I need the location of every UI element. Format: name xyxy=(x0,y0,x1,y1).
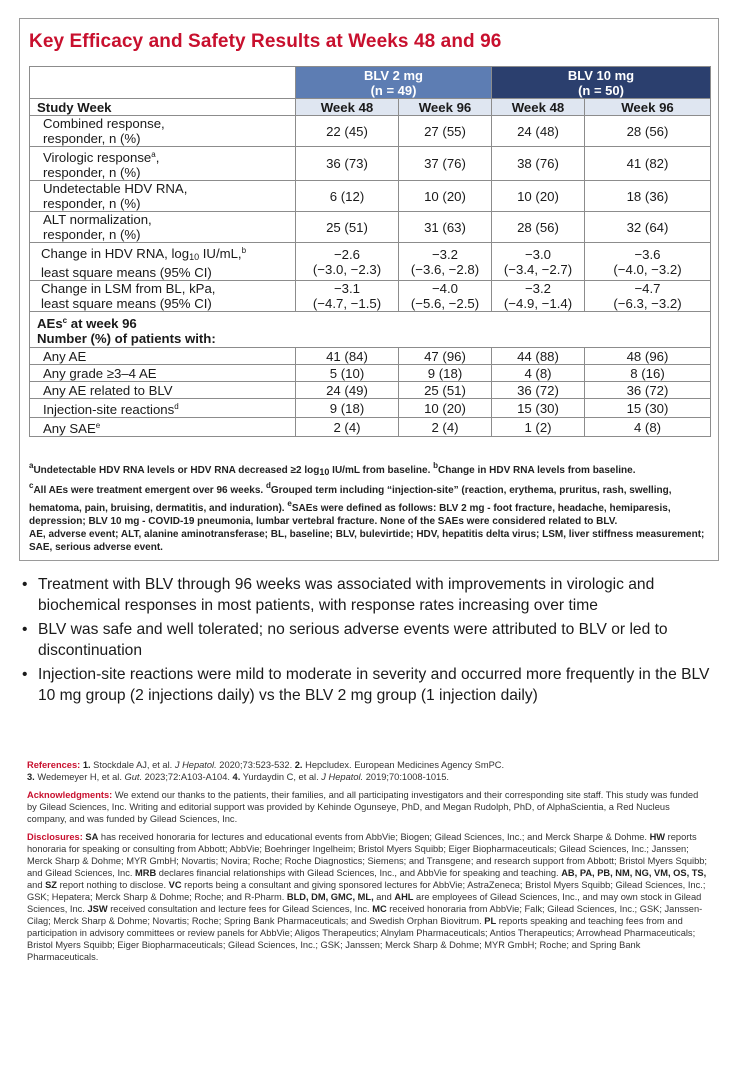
week-header: Week 48 xyxy=(296,99,399,116)
ls-mean: −4.0 xyxy=(431,281,459,296)
row-label-line: Virologic response xyxy=(43,150,152,165)
row-label: Any AE related to BLV xyxy=(30,382,296,399)
row-label xyxy=(30,418,296,437)
footnote-text: Change in HDV RNA levels from baseline. xyxy=(438,465,636,476)
row-label xyxy=(30,147,296,181)
table-row xyxy=(30,212,711,243)
table-cell: 41 (82) xyxy=(585,147,711,181)
ls-mean: −3.1 xyxy=(333,281,361,296)
row-label-punct: , xyxy=(155,150,160,165)
row-label-line: IU/mL, xyxy=(199,246,242,261)
table-row xyxy=(30,181,711,212)
blv-2mg-header xyxy=(296,67,492,99)
acknowledgments-text: We extend our thanks to the patients, their families, and all participating investigators and their corresponding site staff. This study was funded by Gilead Sciences, Inc. Writing and editorial support was provided by Kehinde Ogunseye, PhD, and Megan Rudolph, PhD, of AlphaScientia, a Red Nucleus company, and was funded by Gilead Sciences, Inc. xyxy=(27,790,699,824)
table-cell xyxy=(585,243,711,281)
acknowledgments xyxy=(27,789,707,825)
blv-10mg-n: (n = 50) xyxy=(578,82,624,98)
disclosure-text: reports being a consultant and giving sponsored lectures for AbbVie; AstraZeneca; Bristol Myers Squibb; Gilead Sciences, Inc.; GSK; Hepatera; Merck Sharp & Dohme; Roche; and R-Pharm. xyxy=(27,880,706,902)
ci-range: (−5.6, −2.5) xyxy=(410,296,480,311)
table-cell: 41 (84) xyxy=(296,348,399,365)
table-cell: 18 (36) xyxy=(585,181,711,212)
week-header: Week 48 xyxy=(492,99,585,116)
list-item xyxy=(19,574,719,616)
table-cell: 10 (20) xyxy=(492,181,585,212)
table-row xyxy=(30,418,711,437)
key-takeaways-list xyxy=(19,574,719,709)
table-cell: 47 (96) xyxy=(399,348,492,365)
table-cell: 10 (20) xyxy=(399,181,492,212)
disclosure-initials: JSW xyxy=(87,904,108,914)
row-label-line: ALT normalization, xyxy=(43,212,152,227)
table-cell: 28 (56) xyxy=(492,212,585,243)
table-cell: 22 (45) xyxy=(296,116,399,147)
ae-header-subtext: Number (%) of patients with: xyxy=(37,331,216,346)
disclosure-text: declares financial relationships with Gilead Sciences, Inc., and AbbVie for speaking and teaching. xyxy=(156,868,562,878)
table-cell: 36 (72) xyxy=(585,382,711,399)
table-cell: 9 (18) xyxy=(296,399,399,418)
table-cell: 24 (49) xyxy=(296,382,399,399)
week-header: Week 96 xyxy=(399,99,492,116)
footnote-marker: d xyxy=(265,481,271,490)
disclosures xyxy=(27,831,707,963)
ci-range: (−3.4, −2.7) xyxy=(503,261,573,277)
footnote-marker: c xyxy=(29,481,34,490)
table-row xyxy=(30,399,711,418)
ls-mean: −3.0 xyxy=(524,246,552,262)
disclosures-label: Disclosures: xyxy=(27,832,83,842)
ci-range: (−3.0, −2.3) xyxy=(312,261,382,277)
footnote-marker: b xyxy=(433,461,439,470)
disclosure-initials: HW xyxy=(649,832,666,842)
table-cell: 2 (4) xyxy=(399,418,492,437)
table-cell: 2 (4) xyxy=(296,418,399,437)
blv-2mg-n: (n = 49) xyxy=(370,82,417,98)
bullet-text: BLV was safe and well tolerated; no serious adverse events were attributed to BLV or led to discontinuation xyxy=(38,621,668,659)
footnote-marker: d xyxy=(174,402,179,411)
footnote-marker: b xyxy=(241,246,247,255)
ref-text: Hepcludex. European Medicines Agency SmPC. xyxy=(302,760,505,770)
ref-text: 2019;70:1008-1015. xyxy=(363,772,449,782)
table-cell: 24 (48) xyxy=(492,116,585,147)
table-cell: 9 (18) xyxy=(399,365,492,382)
results-panel xyxy=(19,18,719,561)
footnote-marker: c xyxy=(62,316,68,325)
blv-10mg-header xyxy=(492,67,711,99)
bullet-icon: • xyxy=(22,621,28,638)
ref-text: Wedemeyer H, et al. xyxy=(34,772,125,782)
ae-section-header-row xyxy=(30,312,711,348)
footnote-marker: a xyxy=(151,150,156,159)
row-label xyxy=(30,243,296,281)
table-cell: 48 (96) xyxy=(585,348,711,365)
table-cell: 6 (12) xyxy=(296,181,399,212)
table-row xyxy=(30,243,711,281)
table-footnotes xyxy=(29,459,714,554)
table-cell: 27 (55) xyxy=(399,116,492,147)
subscript: 10 xyxy=(319,467,330,477)
disclosure-text: are employees of Gilead Sciences, Inc., and may own stock in Gilead Sciences, Inc. xyxy=(27,892,702,914)
disclosure-initials: MC xyxy=(372,904,387,914)
bullet-text: Injection-site reactions were mild to moderate in severity and occurred more frequently in the BLV 10 mg group (2 injections daily) vs the BLV 2 mg group (1 injection daily) xyxy=(38,666,710,704)
bullet-icon: • xyxy=(22,576,28,593)
week-header-row xyxy=(30,99,711,116)
ls-mean: −3.6 xyxy=(634,246,661,262)
disclosure-text: has received honoraria for lectures and educational events from AbbVie; Biogen; Gilead Sciences, Inc.; and Merck Sharpe & Dohme. xyxy=(98,832,650,842)
table-row xyxy=(30,147,711,181)
week-header: Week 96 xyxy=(585,99,711,116)
disclosure-initials: BLD, DM, GMC, ML, xyxy=(286,892,374,902)
table-cell: 28 (56) xyxy=(585,116,711,147)
disclosure-initials: AHL xyxy=(394,892,414,902)
ls-mean: −3.2 xyxy=(431,246,459,262)
disclosure-initials: VC xyxy=(168,880,182,890)
row-label-line: responder, n (%) xyxy=(43,131,141,146)
study-week-label: Study Week xyxy=(30,99,296,116)
ls-mean: −2.6 xyxy=(333,246,361,262)
footnote-marker: e xyxy=(287,499,292,508)
references xyxy=(27,759,707,783)
footnote-text: All AEs were treatment emergent over 96 weeks. xyxy=(33,485,266,496)
ci-range: (−4.9, −1.4) xyxy=(503,296,573,311)
row-label xyxy=(30,399,296,418)
ref-journal: Gut. xyxy=(124,772,143,782)
blank-header-cell xyxy=(30,67,296,99)
ae-section-header xyxy=(30,312,711,348)
bullet-icon: • xyxy=(22,666,28,683)
table-cell: 31 (63) xyxy=(399,212,492,243)
table-cell: 10 (20) xyxy=(399,399,492,418)
disclosure-initials: PL xyxy=(484,916,497,926)
disclosure-text: and xyxy=(27,880,46,890)
references-section xyxy=(27,759,707,969)
disclosure-text: and xyxy=(373,892,395,902)
row-label xyxy=(30,212,296,243)
row-label-text: Injection-site reactions xyxy=(43,402,175,417)
disclosure-initials: SA xyxy=(85,832,99,842)
ref-number: 2. xyxy=(294,760,303,770)
list-item xyxy=(19,619,719,661)
panel-title: Key Efficacy and Safety Results at Weeks 48 and 96 xyxy=(29,31,502,52)
disclosure-text: received consultation and lecture fees for Gilead Sciences, Inc. xyxy=(107,904,373,914)
ref-text: Yurdaydin C, et al. xyxy=(240,772,322,782)
ref-text: 2020;73:523-532. xyxy=(216,760,295,770)
table-cell: 37 (76) xyxy=(399,147,492,181)
table-row xyxy=(30,281,711,312)
row-label xyxy=(30,181,296,212)
ref-number: 1. xyxy=(82,760,91,770)
row-label-line: least square means (95% CI) xyxy=(41,265,212,280)
footnote-text: Grouped term including “injection-site” (reaction, erythema, pruritus, rash, swelling, hematoma, pain, bruising, dermatitis, and induration). xyxy=(29,485,672,514)
disclosure-initials: SZ xyxy=(45,880,57,890)
row-label-line: responder, n (%) xyxy=(43,165,141,180)
table-row xyxy=(30,365,711,382)
row-label-line: responder, n (%) xyxy=(43,196,141,211)
footnote-text: Undetectable HDV RNA levels or HDV RNA decreased ≥2 log xyxy=(33,465,320,476)
row-label-line: Change in LSM from BL, kPa, xyxy=(41,281,216,296)
table-cell xyxy=(399,243,492,281)
ae-header-text: AEs xyxy=(37,316,63,331)
row-label xyxy=(30,281,296,312)
table-cell xyxy=(296,281,399,312)
footnote-marker: e xyxy=(95,421,101,430)
row-label: Any grade ≥3–4 AE xyxy=(30,365,296,382)
row-label xyxy=(30,116,296,147)
blv-10mg-label: BLV 10 mg xyxy=(567,67,635,83)
table-cell: 1 (2) xyxy=(492,418,585,437)
disclosure-text: reports speaking and teaching fees from and participation in advisory committees or review panels for AbbVie; Aligos Therapeutics; Alnylam Pharmaceuticals; Antios Therapeutics; Arrowhead Pharmaceuticals; Bristol Myers Squibb; Eiger Biopharmaceuticals; Gilead Sciences, Inc.; GSK; Janssen; Merck Sharp & Dohme; MYR GmbH; Roche; and Spring Bank Pharmaceuticals. xyxy=(27,916,696,962)
subscript: 10 xyxy=(189,252,200,262)
ref-journal: J Hepatol. xyxy=(174,760,217,770)
row-label-line: least square means (95% CI) xyxy=(41,296,212,311)
table-cell: 15 (30) xyxy=(585,399,711,418)
table-cell xyxy=(492,281,585,312)
references-label: References: xyxy=(27,760,81,770)
table-cell: 8 (16) xyxy=(585,365,711,382)
ls-mean: −4.7 xyxy=(634,281,661,296)
disclosure-initials: AB, PA, PB, NM, NG, VM, OS, TS, xyxy=(561,868,707,878)
ci-range: (−4.7, −1.5) xyxy=(312,296,382,311)
table-cell xyxy=(296,243,399,281)
table-cell: 4 (8) xyxy=(585,418,711,437)
ref-number: 4. xyxy=(232,772,241,782)
table-row xyxy=(30,116,711,147)
acknowledgments-label: Acknowledgments: xyxy=(27,790,113,800)
disclosure-text: report nothing to disclose. xyxy=(57,880,169,890)
table-cell: 15 (30) xyxy=(492,399,585,418)
ref-journal: J Hepatol. xyxy=(321,772,364,782)
table-cell xyxy=(399,281,492,312)
row-label-line: responder, n (%) xyxy=(43,227,141,242)
footnote-marker: a xyxy=(29,461,34,470)
row-label-line: Undetectable HDV RNA, xyxy=(43,181,188,196)
table-row xyxy=(30,348,711,365)
ae-header-text: at week 96 xyxy=(67,316,137,331)
row-label-text: Any SAE xyxy=(43,421,96,436)
group-header-row xyxy=(30,67,711,99)
table-cell: 4 (8) xyxy=(492,365,585,382)
blv-2mg-label: BLV 2 mg xyxy=(364,67,423,83)
results-table xyxy=(29,66,711,437)
ci-range: (−3.6, −2.8) xyxy=(410,261,480,277)
disclosure-initials: MRB xyxy=(135,868,157,878)
row-label: Any AE xyxy=(30,348,296,365)
row-label-line: Combined response, xyxy=(43,116,165,131)
abbreviations: AE, adverse event; ALT, alanine aminotransferase; BL, baseline; BLV, bulevirtide; HDV, hepatitis delta virus; LSM, liver stiffness measurement; SAE, serious adverse event. xyxy=(29,529,705,553)
table-cell: 36 (73) xyxy=(296,147,399,181)
disclosure-text: reports honoraria for speaking or consulting from Abbott; AbbVie; Boehringer Ingelheim; Bristol Myers Squibb; Eiger Biopharmaceuticals; Gilead Sciences, Inc.; Janssen; Merck Sharp & Dohme; MYR GmbH; Novartis; Novira; Roche; Roche Diagnostics; Siemens; and Transgene; and research support from Abbott; Bristol Myers Squibb; and Gilead Sciences, Inc. xyxy=(27,832,707,878)
row-label-line: Change in HDV RNA, log xyxy=(41,246,190,261)
table-cell: 5 (10) xyxy=(296,365,399,382)
table-cell xyxy=(492,243,585,281)
ls-mean: −3.2 xyxy=(524,281,552,296)
table-cell xyxy=(585,281,711,312)
list-item xyxy=(19,664,719,706)
table-cell: 32 (64) xyxy=(585,212,711,243)
footnote-text: SAEs were defined as follows: BLV 2 mg - foot fracture, headache, hemiparesis, depression; BLV 10 mg - COVID-19 pneumonia, lumbar vertebral fracture. None of the SAEs were considered related to BLV. xyxy=(29,503,671,527)
ref-text: 2023;72:A103-A104. xyxy=(142,772,233,782)
ref-text: Stockdale AJ, et al. xyxy=(90,760,175,770)
bullet-text: Treatment with BLV through 96 weeks was associated with improvements in virologic and biochemical responses in most patients, with response rates increasing over time xyxy=(38,576,655,614)
table-cell: 38 (76) xyxy=(492,147,585,181)
table-cell: 36 (72) xyxy=(492,382,585,399)
disclosure-text: received honoraria from AbbVie; Falk; Gilead Sciences, Inc.; GSK; Janssen-Cilag; Merck Sharp & Dohme; Novartis; Roche; Spring Bank Pharmaceuticals; and Swedish Orphan Biovitrum. xyxy=(27,904,703,926)
ci-range: (−4.0, −3.2) xyxy=(613,261,682,277)
footnote-text: IU/mL from baseline. xyxy=(329,465,434,476)
footnote-paragraph xyxy=(29,459,714,528)
ci-range: (−6.3, −3.2) xyxy=(613,296,682,311)
ref-number: 3. xyxy=(27,772,35,782)
table-cell: 25 (51) xyxy=(296,212,399,243)
table-cell: 25 (51) xyxy=(399,382,492,399)
table-row xyxy=(30,382,711,399)
table-cell: 44 (88) xyxy=(492,348,585,365)
